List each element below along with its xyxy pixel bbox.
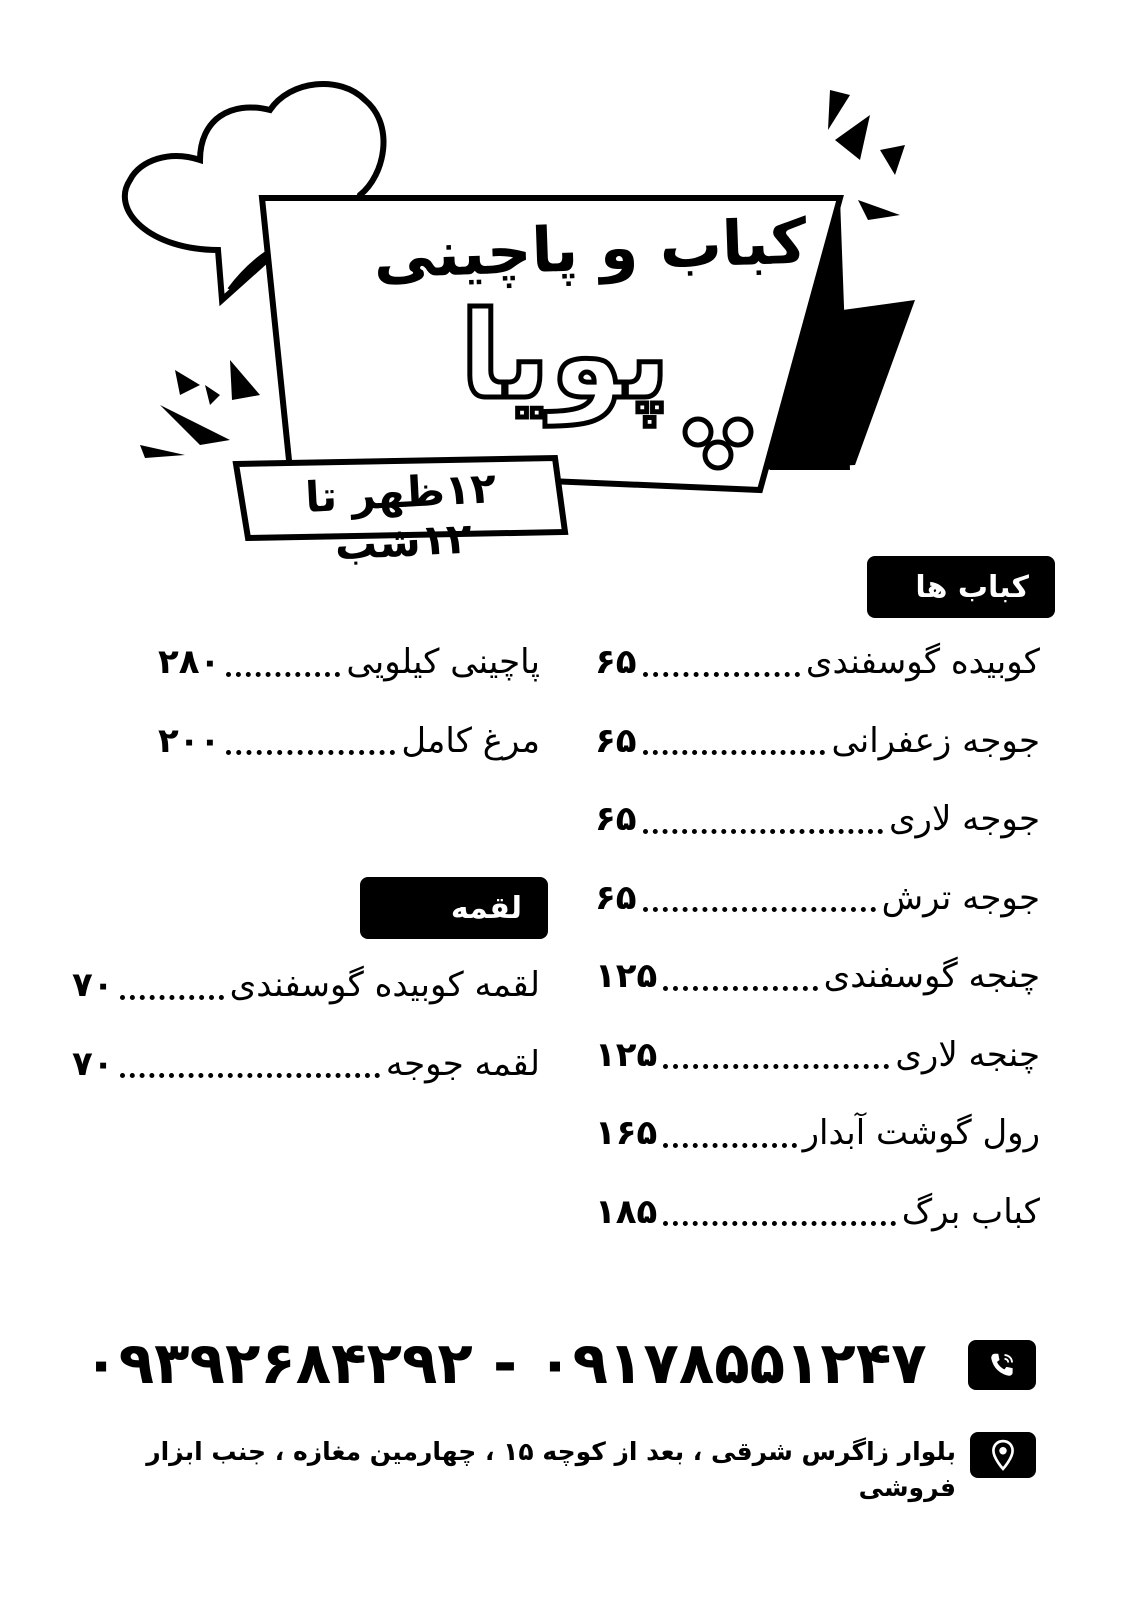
menu-item — [72, 946, 540, 1025]
menu-item-name: جوجه لاری — [888, 799, 1040, 839]
opening-hours: ۱۲ظهر تا ۱۲شب — [304, 463, 498, 570]
location-pin-icon — [990, 1439, 1016, 1471]
section-heading-loghme — [360, 877, 548, 939]
menu-item — [595, 623, 1040, 702]
restaurant-subtitle: کباب و پاچینی — [372, 204, 808, 293]
phone-numbers: ۰۹۳۹۲۶۸۴۲۹۲ - ۰۹۱۷۸۵۵۱۲۴۷ — [83, 1329, 927, 1397]
menu-item — [158, 623, 540, 702]
menu-item-name: کوبیده گوسفندی — [805, 642, 1040, 682]
dot-leader — [226, 750, 395, 755]
dot-leader — [120, 1073, 380, 1078]
section-heading-label: کباب ها — [915, 569, 1029, 605]
section-heading-kebabs — [867, 556, 1055, 618]
menu-item — [595, 702, 1040, 781]
menu-item-name: چنجه لاری — [895, 1034, 1040, 1075]
menu-item-price: ۱۲۵ — [595, 1034, 658, 1075]
menu-item — [158, 702, 540, 781]
kebab-list — [595, 623, 1040, 1251]
menu-item — [595, 937, 1040, 1016]
menu-item-price: ۶۵ — [595, 799, 637, 839]
location-icon-box — [970, 1432, 1036, 1478]
menu-item-price: ۶۵ — [595, 720, 637, 761]
dot-leader — [663, 1143, 796, 1148]
menu-item-name: کباب برگ — [901, 1191, 1040, 1232]
dot-leader — [643, 672, 800, 677]
loghme-list — [72, 946, 540, 1103]
menu-item — [595, 1173, 1040, 1252]
dot-leader — [120, 995, 224, 1000]
menu-item — [595, 780, 1040, 859]
menu-item-price: ۱۶۵ — [595, 1113, 658, 1153]
menu-item — [595, 1094, 1040, 1173]
dot-leader — [663, 986, 817, 991]
dot-leader — [643, 750, 826, 755]
menu-item-name: لقمه جوجه — [385, 1043, 540, 1084]
menu-item — [595, 1016, 1040, 1095]
menu-item-price: ۱۸۵ — [595, 1191, 658, 1232]
menu-item-price: ۶۵ — [595, 642, 637, 682]
dot-leader — [643, 829, 883, 834]
menu-item — [72, 1025, 540, 1104]
restaurant-name: پویا — [459, 287, 671, 426]
menu-item-name: پاچینی کیلویی — [346, 642, 540, 682]
menu-item — [595, 859, 1040, 938]
address: بلوار زاگرس شرقی ، بعد از کوچه ۱۵ ، چهارمین مغازه ، جنب ابزار فروشی — [146, 1437, 956, 1502]
extras-list — [158, 623, 540, 780]
menu-item-name: مرغ کامل — [401, 720, 540, 761]
menu-item-price: ۷۰ — [72, 965, 114, 1005]
menu-item-name: رول گوشت آبدار — [802, 1113, 1040, 1153]
menu-item-price: ۲۰۰ — [158, 720, 221, 761]
menu-item-name: لقمه کوبیده گوسفندی — [229, 965, 540, 1005]
dot-leader — [226, 672, 340, 677]
menu-item-price: ۱۲۵ — [595, 956, 658, 996]
phone-icon — [987, 1350, 1017, 1380]
menu-item-price: ۶۵ — [595, 877, 637, 918]
phone-icon-box — [968, 1340, 1036, 1390]
section-heading-label: لقمه — [450, 890, 522, 926]
dot-leader — [663, 1221, 895, 1226]
dot-leader — [663, 1064, 889, 1069]
menu-item-name: جوجه زعفرانی — [831, 720, 1040, 761]
menu-item-name: جوجه ترش — [881, 877, 1040, 918]
menu-item-price: ۲۸۰ — [158, 642, 221, 682]
menu-item-name: چنجه گوسفندی — [823, 956, 1040, 996]
dot-leader — [643, 907, 876, 912]
menu-item-price: ۷۰ — [72, 1043, 114, 1084]
